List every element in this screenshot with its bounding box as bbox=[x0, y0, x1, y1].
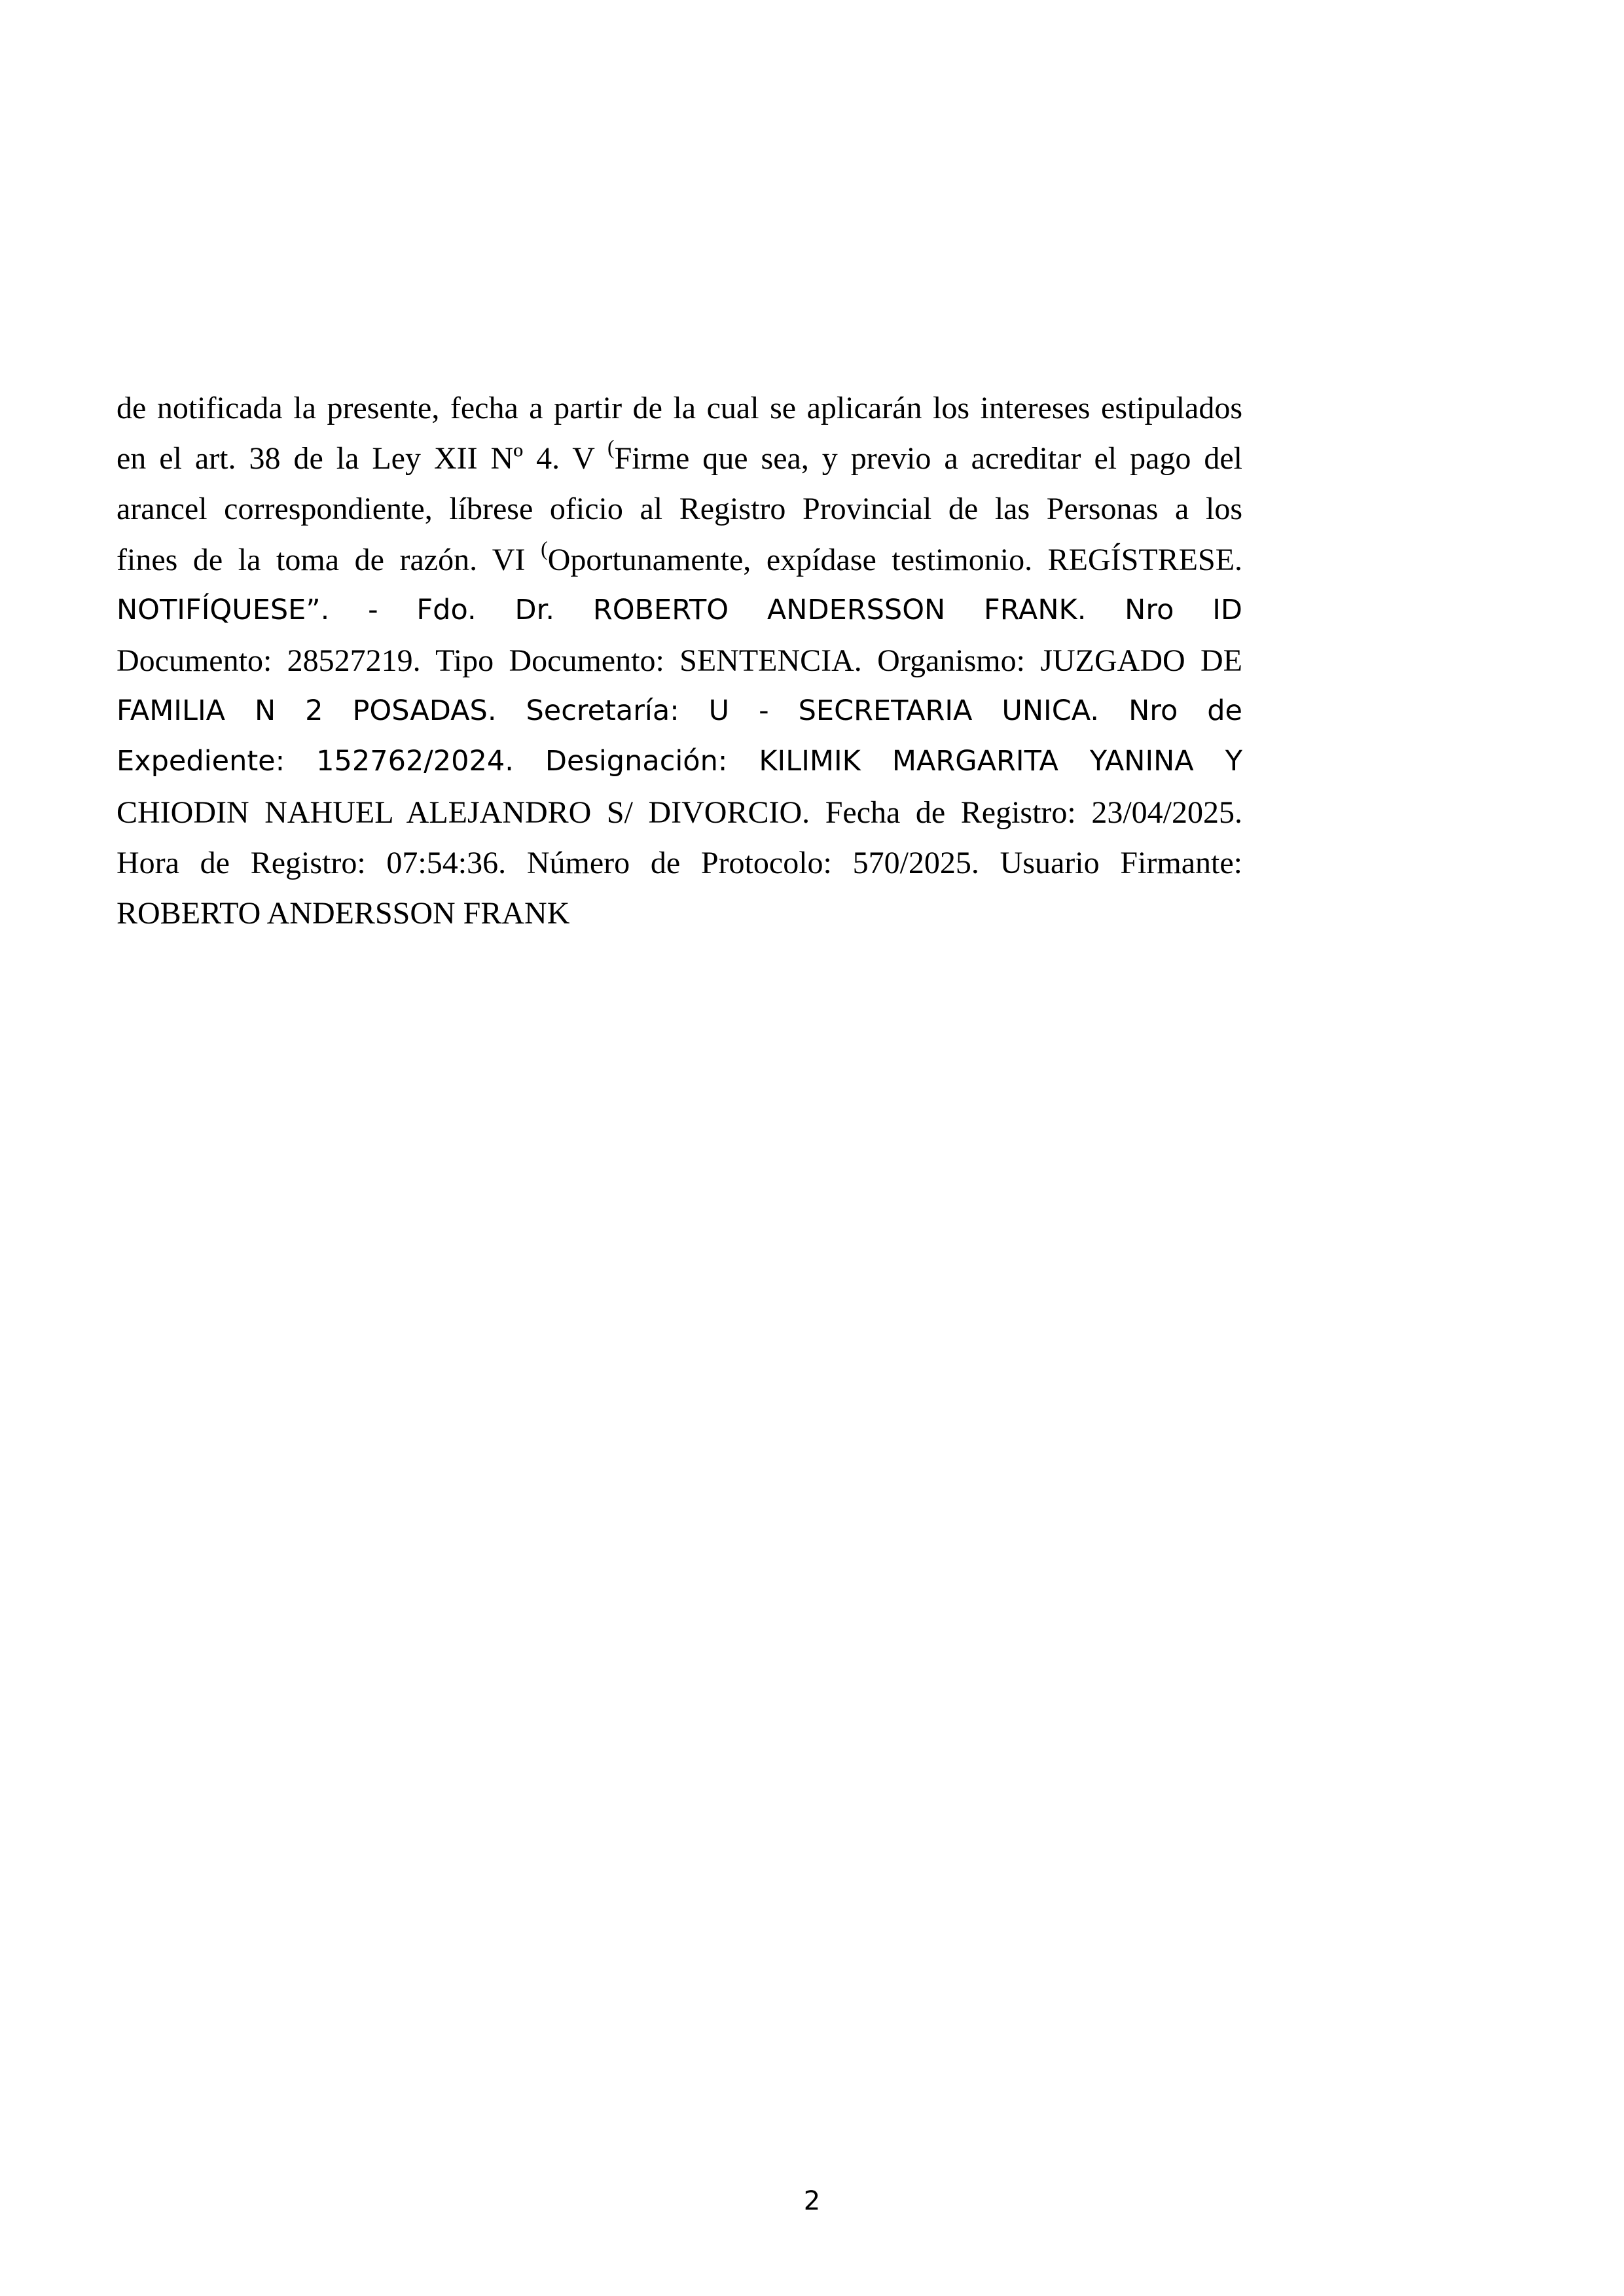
text-line: en el art. 38 de la Ley XII Nº 4. V (Firme que sea, y previo a acreditar el pago del bbox=[117, 435, 1243, 476]
page-number: 2 bbox=[803, 2186, 821, 2216]
text-line: Expediente: 152762/2024. Designación: KILIMIK MARGARITA YANINA Y bbox=[117, 745, 1242, 778]
text-line: NOTIFÍQUESE”. - Fdo. Dr. ROBERTO ANDERSSON FRANK. Nro ID bbox=[117, 593, 1242, 626]
text-line: Hora de Registro: 07:54:36. Número de Protocolo: 570/2025. Usuario Firmante: bbox=[117, 845, 1242, 880]
text-line: fines de la toma de razón. VI (Oportunamente, expídase testimonio. REGÍSTRESE. bbox=[117, 536, 1243, 577]
document-body-text bbox=[117, 383, 1242, 939]
text-line: de notificada la presente, fecha a partir de la cual se aplicarán los intereses estipulados bbox=[117, 391, 1242, 425]
text-line: CHIODIN NAHUEL ALEJANDRO S/ DIVORCIO. Fecha de Registro: 23/04/2025. bbox=[117, 795, 1242, 830]
text-line: Documento: 28527219. Tipo Documento: SENTENCIA. Organismo: JUZGADO DE bbox=[117, 643, 1242, 679]
text-line: ROBERTO ANDERSSON FRANK bbox=[117, 896, 570, 931]
text-line: arancel correspondiente, líbrese oficio al Registro Provincial de las Personas a los bbox=[117, 492, 1242, 527]
superscript-parenthesis: ( bbox=[607, 435, 615, 459]
superscript-parenthesis: ( bbox=[541, 536, 548, 560]
text-line: FAMILIA N 2 POSADAS. Secretaría: U - SECRETARIA UNICA. Nro de bbox=[117, 694, 1242, 728]
